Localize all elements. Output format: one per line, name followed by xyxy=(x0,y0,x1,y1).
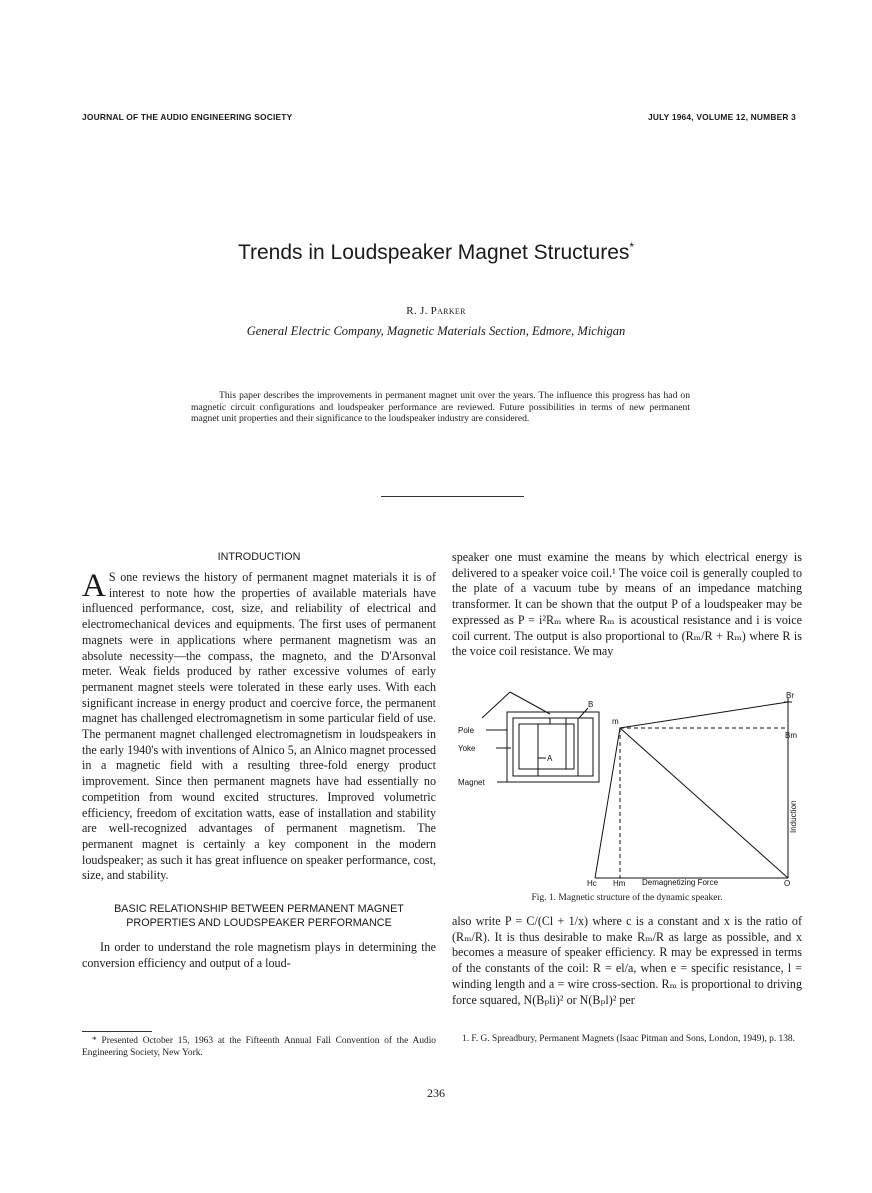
footnote-reference-1: 1. F. G. Spreadbury, Permanent Magnets (Isaac Pitman and Sons, London, 1949), p. 138. xyxy=(462,1034,795,1044)
figure-caption: Fig. 1. Magnetic structure of the dynamic speaker. xyxy=(531,893,723,903)
article-title xyxy=(0,240,872,265)
title-footnote-mark: * xyxy=(629,240,635,254)
leader-line-2 xyxy=(482,692,510,718)
label-yoke: Yoke xyxy=(458,744,476,753)
introduction-heading: INTRODUCTION xyxy=(217,551,301,563)
label-demagnetizing-force: Demagnetizing Force xyxy=(642,878,719,887)
basic-relationship-heading: BASIC RELATIONSHIP BETWEEN PERMANENT MAGNET PROPERTIES AND LOUDSPEAKER PERFORMANCE xyxy=(114,903,404,930)
label-pole: Pole xyxy=(458,726,475,735)
b-leader xyxy=(579,708,588,718)
label-origin: O xyxy=(784,879,791,888)
label-m: m xyxy=(612,717,619,726)
issue-info: JULY 1964, VOLUME 12, NUMBER 3 xyxy=(648,112,796,122)
leader-line-1 xyxy=(510,692,550,714)
label-induction: Induction xyxy=(789,800,798,833)
author: R. J. Parker xyxy=(406,305,466,317)
label-magnet: Magnet xyxy=(458,778,485,787)
footnote-presented: * Presented October 15, 1963 at the Fifteenth Annual Fall Convention of the Audio Engineering Society, New York. xyxy=(82,1036,436,1058)
label-b: B xyxy=(588,700,594,709)
right-column-bottom xyxy=(452,914,802,1008)
label-hc: Hc xyxy=(587,879,597,888)
right-bottom-paragraph: also write P = C/(Cl + 1/x) where c is a constant and x is the ratio of (Rₘ/R). It is thus desirable to make Rₘ/R as large as possible, and x becomes a measure of speaker efficiency. R may be expressed in terms of the constants of the coil: R = el/a, when e = specific resistance, l = winding length and a = wire cross-section. Rₘ is proportional to driving force squared, N(Bₚli)² or N(Bₚl)² per xyxy=(452,914,802,1007)
label-hm: Hm xyxy=(613,879,626,888)
label-br: Br xyxy=(786,691,794,700)
right-top-paragraph: speaker one must examine the means by which electrical energy is delivered to a speaker voice coil.¹ The voice coil is generally coupled to the plate of a vacuum tube by means of an impedance matching transformer. It can be shown that the output P of a loudspeaker may be expressed as P = i²Rₘ where Rₘ is acoustical resistance and i is voice coil current. The output is also proportional to (Rₘ/R + Rₘ) where R is the voice coil resistance. We may xyxy=(452,550,802,659)
affiliation: General Electric Company, Magnetic Materials Section, Edmore, Michigan xyxy=(246,324,626,338)
introduction-paragraph xyxy=(82,570,436,884)
page-number: 236 xyxy=(427,1086,445,1100)
footnote-rule-left xyxy=(82,1031,152,1032)
label-a: A xyxy=(547,754,553,763)
yoke-outline xyxy=(507,712,599,782)
journal-name: JOURNAL OF THE AUDIO ENGINEERING SOCIETY xyxy=(82,112,293,122)
label-bm: Bm xyxy=(785,731,797,740)
load-line xyxy=(620,728,788,878)
left-column xyxy=(82,550,436,971)
introduction-text: S one reviews the history of permanent magnet materials it is of interest to note how the properties of available materials have influenced performance, cost, size, and reliability of electrical and electromechanical devices and equipments. The first uses of permanent magnets were in applications where permanent magnetism was an absolute necessity—the compass, the magneto, and the D'Arsonval meter. Weak fields produced by rather excessive volumes of early permanent magnet steels were tolerated in these early uses. With each significant increase in energy product and coercive force, the permanent magnet has challenged electromagnetism in some particular field of use. The permanent magnet challenged electromagnetism in loudspeakers in the early 1940's with inventions of Alnico 5, an Alnico magnet processed in a magnetic field with a resulting three-fold energy product improvement. Since then permanent magnets have had essentially no competition from wound excited structures. Improved volumetric efficiency, freedom of excitation watts, ease of installation and stability are well-recognized advantages of permanent magnetism. The permanent magnet is certainly a key component in the modern loudspeaker; as such it has great influence on speaker performance, cost, size, and stability. xyxy=(82,570,436,883)
title-text: Trends in Loudspeaker Magnet Structures xyxy=(237,241,630,264)
basic-relationship-paragraph: In order to understand the role magnetism plays in determining the conversion efficiency and output of a loud- xyxy=(82,940,436,970)
separator-rule xyxy=(381,496,524,497)
demagnetization-curve xyxy=(595,698,792,878)
yoke-inner xyxy=(513,718,593,776)
magnet-structure-diagram xyxy=(482,692,599,782)
right-column-top xyxy=(452,550,802,660)
figure-magnetic-structure xyxy=(452,688,802,888)
drop-cap: A xyxy=(82,568,106,604)
abstract: This paper describes the improvements in permanent magnet unit over the years. The influence this progress has had on magnetic circuit configurations and loudspeaker performance are reviewed. Future possibilities in terms of new permanent magnet unit properties and their significance to the loudspeaker industry are considered. xyxy=(191,390,690,424)
